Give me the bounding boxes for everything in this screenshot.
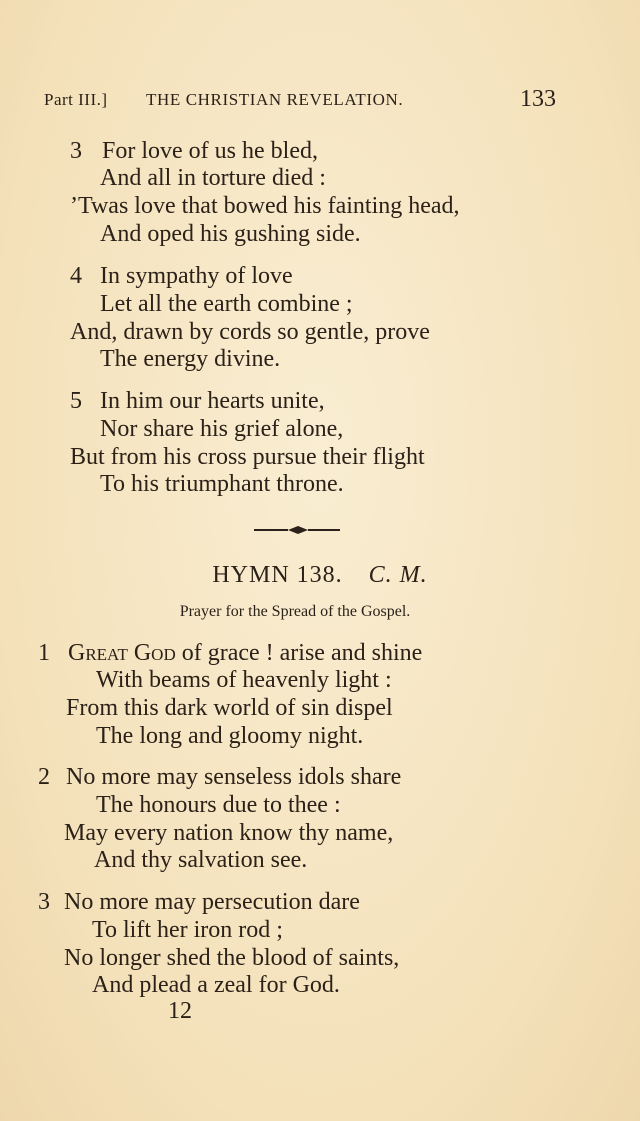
hymn-number: HYMN 138. [212, 562, 343, 588]
verse-line: No longer shed the blood of saints, [64, 945, 400, 971]
verse-line: But from his cross pursue their flight [70, 444, 425, 470]
running-header [44, 86, 556, 116]
first-word: Great God [68, 640, 176, 666]
verse-line: From this dark world of sin dispel [66, 695, 393, 721]
verse-line: Nor share his grief alone, [100, 416, 344, 442]
verse-line: To lift her iron rod ; [92, 917, 283, 943]
signature-mark: 12 [168, 998, 192, 1024]
running-title: THE CHRISTIAN REVELATION. [146, 90, 404, 109]
stanza-number: 2 [38, 764, 50, 790]
verse-line: And, drawn by cords so gentle, prove [70, 319, 430, 345]
verse-line: With beams of heavenly light : [96, 667, 392, 693]
ornament-divider [252, 522, 342, 538]
verse-line: No more may persecution dare [64, 889, 360, 915]
verse-line: The energy divine. [100, 346, 281, 372]
verse-line: And thy salvation see. [94, 847, 308, 873]
hymn-subtitle: Prayer for the Spread of the Gospel. [179, 603, 411, 620]
stanza-number: 3 [38, 889, 50, 915]
verse-line-rest: of grace ! arise and shine [175, 640, 423, 666]
verse-line: In sympathy of love [100, 263, 293, 289]
stanza-number: 5 [70, 388, 82, 414]
part-label: Part III.] [44, 90, 108, 109]
verse-line: The long and gloomy night. [96, 723, 364, 749]
verse-line [68, 639, 422, 667]
verse-line: In him our hearts unite, [100, 388, 325, 414]
verse-line: And plead a zeal for God. [92, 972, 340, 998]
hymn-title [0, 562, 640, 589]
verse-line: ’Twas love that bowed his fainting head, [70, 193, 460, 219]
stanza-number: 1 [38, 640, 50, 666]
verse-line: For love of us he bled, [102, 138, 318, 164]
verse-line: And all in torture died : [100, 165, 326, 191]
verse-line: No more may senseless idols share [66, 764, 402, 790]
verse-line: To his triumphant throne. [100, 471, 344, 497]
verse-line: And oped his gushing side. [100, 221, 361, 247]
verse-line: The honours due to thee : [96, 792, 341, 818]
stanza-number: 4 [70, 263, 82, 289]
verse-line: Let all the earth combine ; [100, 291, 353, 317]
verse-line: May every nation know thy name, [64, 820, 394, 846]
page-number: 133 [520, 86, 556, 112]
hymn-meter: C. M. [368, 562, 428, 588]
stanza-number: 3 [70, 138, 82, 164]
